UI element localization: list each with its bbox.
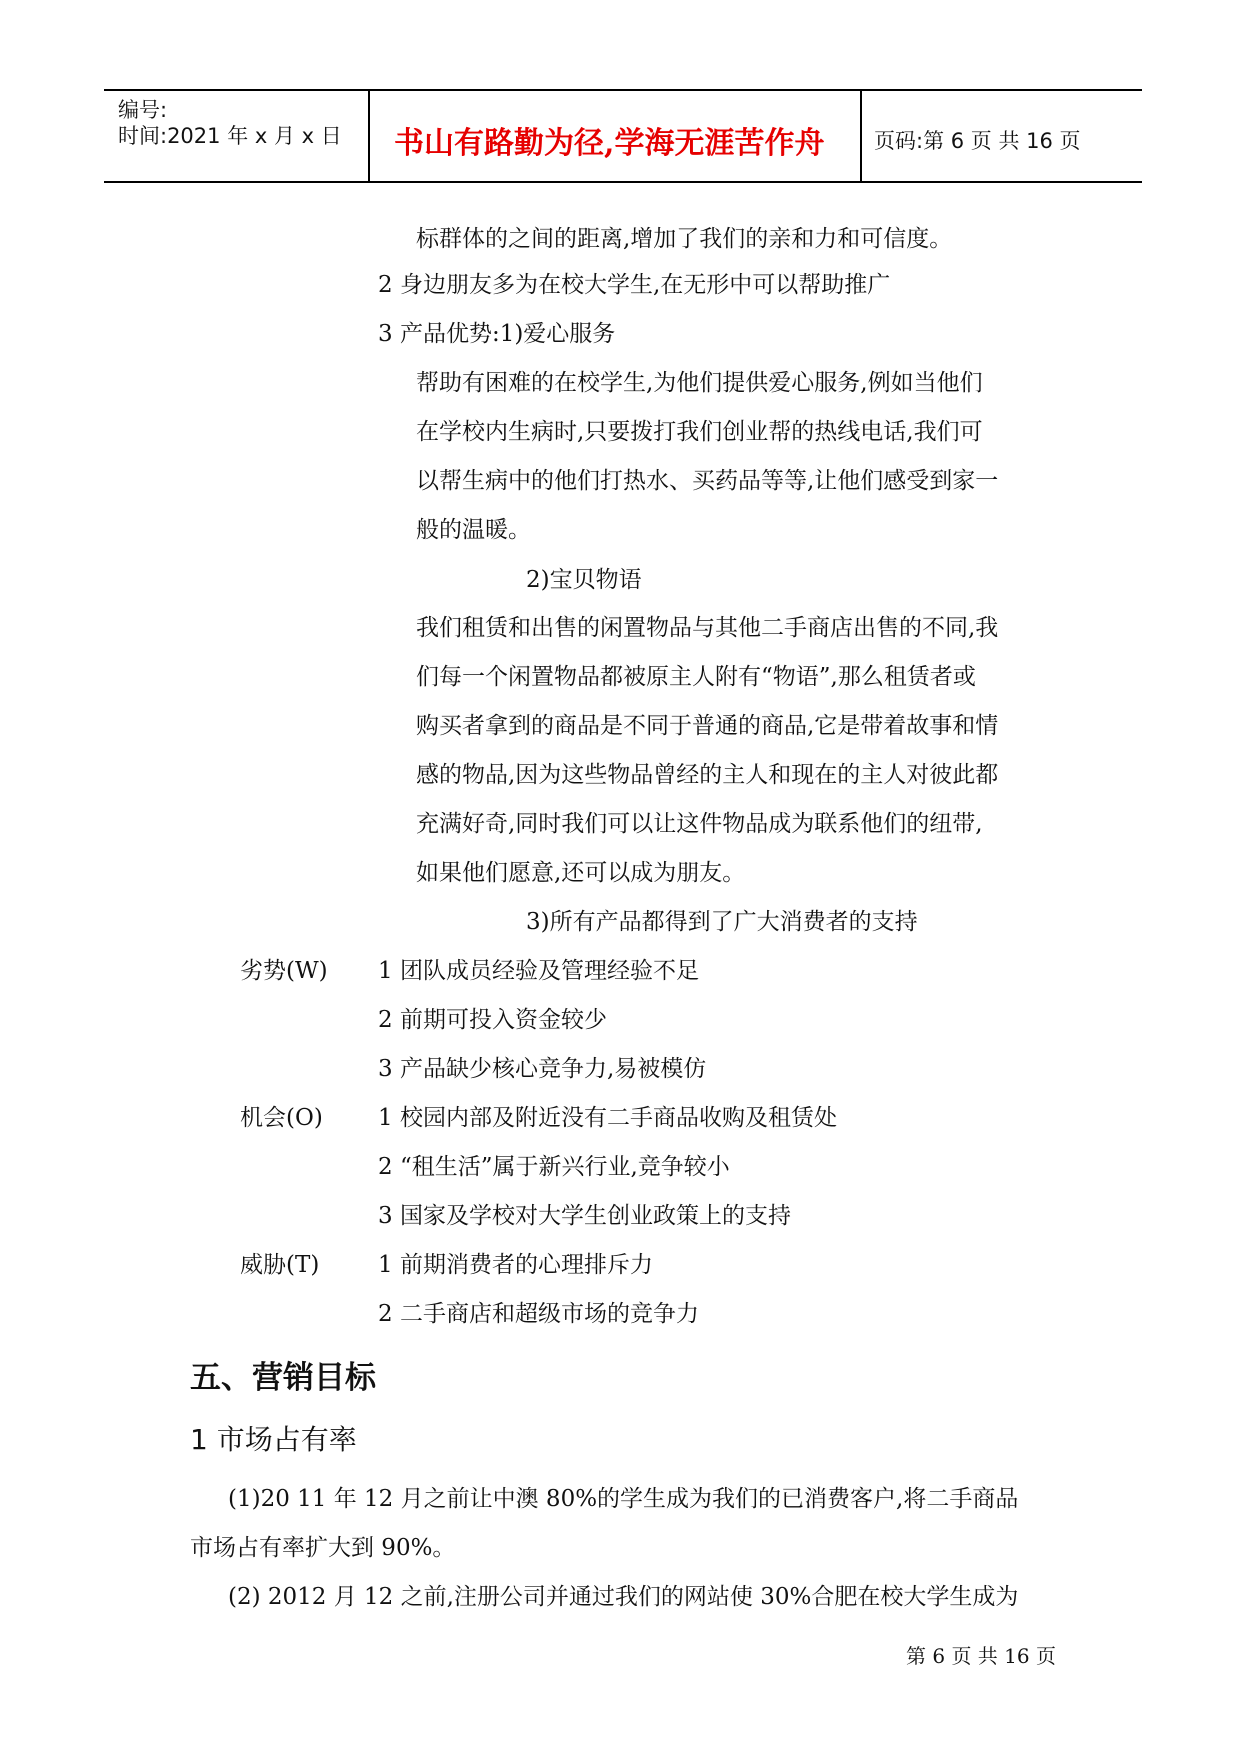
body-line-6: 以帮生病中的他们打热水、买药品等等,让他们感受到家一 — [416, 468, 999, 494]
header-page-label: 页码:第 6 页 共 16 页 — [874, 129, 1081, 153]
goal-line-2: 市场占有率扩大到 90%。 — [190, 1535, 456, 1561]
footer-page-number: 第 6 页 共 16 页 — [906, 1644, 1056, 1668]
document-number-label: 编号: — [118, 98, 168, 122]
body-line-11: 购买者拿到的商品是不同于普通的商品,它是带着故事和情 — [416, 713, 999, 739]
body-line-2: 2 身边朋友多为在校大学生,在无形中可以帮助推广 — [378, 272, 891, 298]
body-line-5: 在学校内生病时,只要拨打我们创业帮的热线电话,我们可 — [416, 419, 983, 445]
document-time-label: 时间:2021 年 x 月 x 日 — [118, 124, 342, 148]
swot-item: 1 前期消费者的心理排斥力 — [378, 1252, 653, 1278]
header-top-rule — [104, 89, 1142, 91]
body-line-13: 充满好奇,同时我们可以让这件物品成为联系他们的纽带, — [416, 811, 983, 837]
swot-item: 2 “租生活”属于新兴行业,竞争较小 — [378, 1154, 730, 1180]
goal-line-1: (1)20 11 年 12 月之前让中澳 80%的学生成为我们的已消费客户,将二手商品 — [228, 1486, 1019, 1512]
body-line-14: 如果他们愿意,还可以成为朋友。 — [416, 860, 746, 886]
body-line-15: 3)所有产品都得到了广大消费者的支持 — [526, 909, 918, 935]
body-line-9: 我们租赁和出售的闲置物品与其他二手商店出售的不同,我 — [416, 615, 999, 641]
header-divider-left — [368, 90, 370, 182]
header-bottom-rule — [104, 181, 1142, 183]
swot-label-weakness: 劣势(W) — [240, 958, 328, 984]
swot-item: 3 国家及学校对大学生创业政策上的支持 — [378, 1203, 791, 1229]
section-title: 五、营销目标 — [190, 1360, 376, 1396]
header-motto: 书山有路勤为径,学海无涯苦作舟 — [394, 126, 825, 161]
swot-item: 3 产品缺少核心竞争力,易被模仿 — [378, 1056, 707, 1082]
swot-item: 1 校园内部及附近没有二手商品收购及租赁处 — [378, 1105, 837, 1131]
header-divider-right — [860, 90, 862, 182]
body-line-12: 感的物品,因为这些物品曾经的主人和现在的主人对彼此都 — [416, 762, 999, 788]
swot-label-threat: 威胁(T) — [240, 1252, 320, 1278]
body-line-7: 般的温暖。 — [416, 517, 531, 543]
body-line-3: 3 产品优势:1)爱心服务 — [378, 321, 616, 347]
body-line-1: 标群体的之间的距离,增加了我们的亲和力和可信度。 — [416, 226, 953, 252]
body-line-4: 帮助有困难的在校学生,为他们提供爱心服务,例如当他们 — [416, 370, 983, 396]
body-line-10: 们每一个闲置物品都被原主人附有“物语”,那么租赁者或 — [416, 664, 976, 690]
swot-label-opportunity: 机会(O) — [240, 1105, 323, 1131]
swot-item: 2 前期可投入资金较少 — [378, 1007, 607, 1033]
swot-item: 2 二手商店和超级市场的竞争力 — [378, 1301, 699, 1327]
body-line-8: 2)宝贝物语 — [526, 567, 642, 593]
subsection-title: 1 市场占有率 — [190, 1423, 357, 1456]
swot-item: 1 团队成员经验及管理经验不足 — [378, 958, 699, 984]
goal-line-3: (2) 2012 月 12 之前,注册公司并通过我们的网站使 30%合肥在校大学生成为 — [228, 1584, 1019, 1610]
